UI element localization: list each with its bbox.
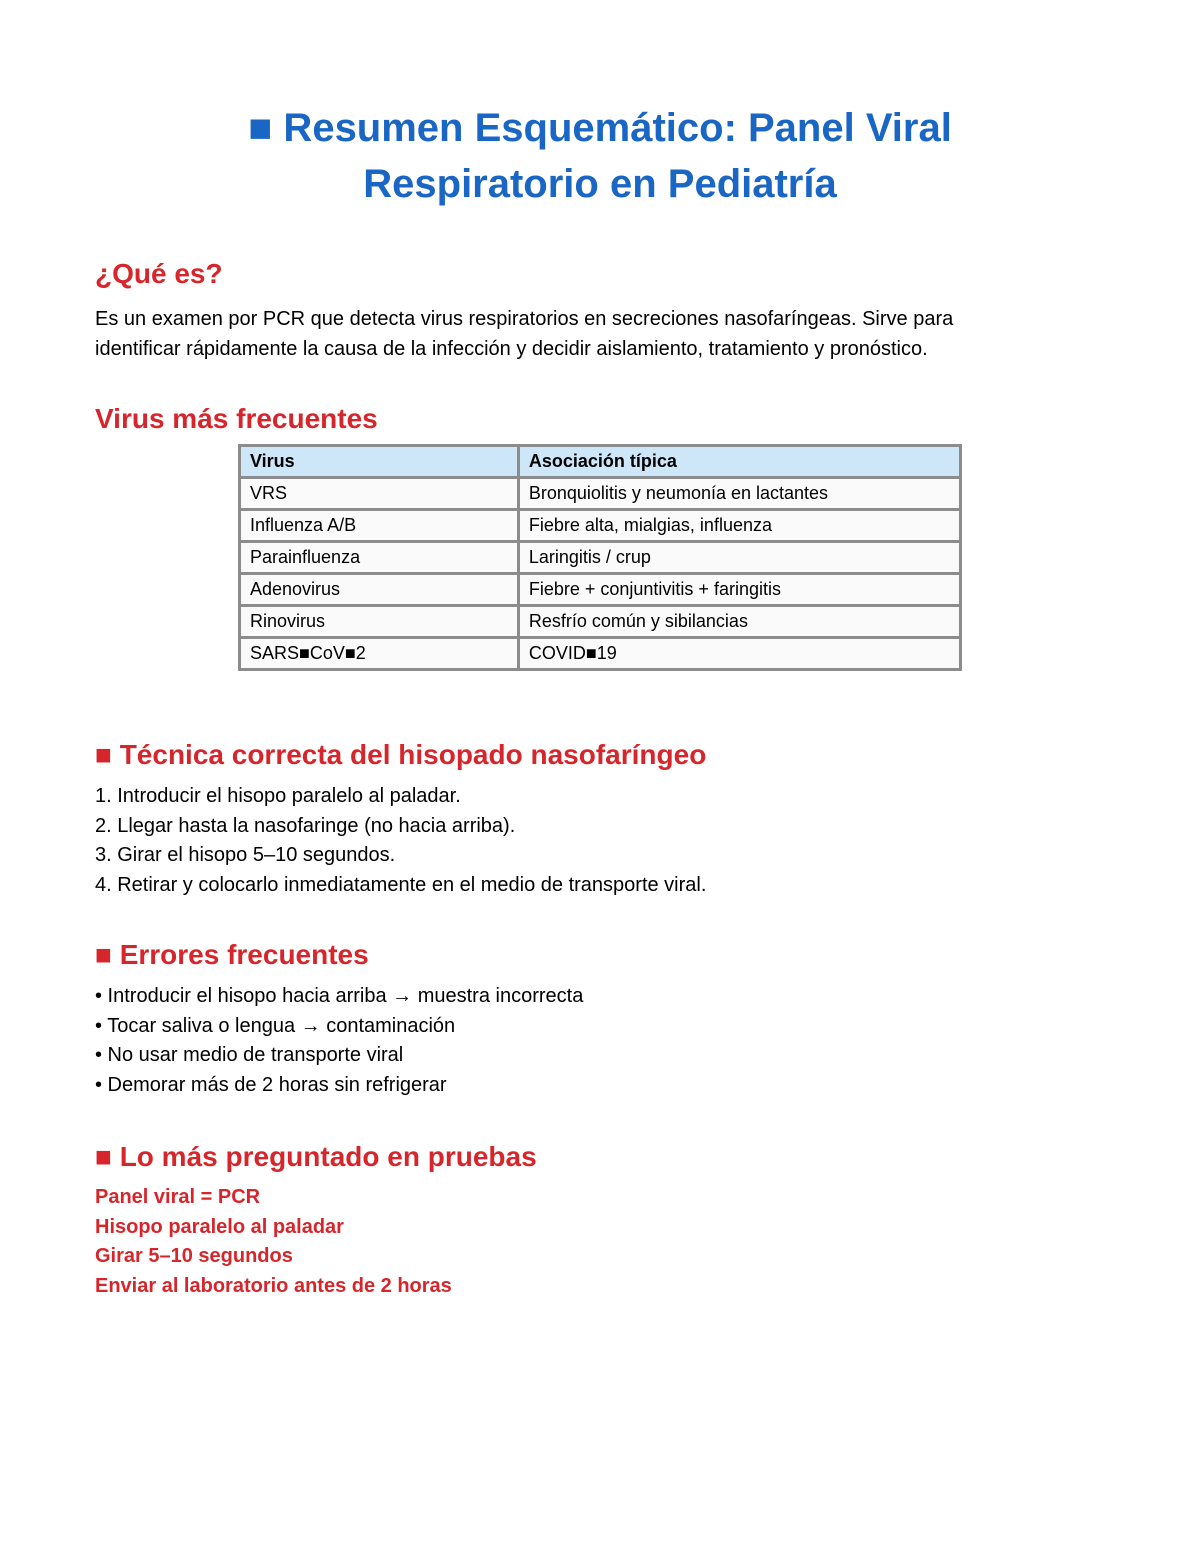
list-item: 4. Retirar y colocarlo inmediatamente en el medio de transporte viral. xyxy=(95,873,707,896)
table-cell-asociacion: Laringitis / crup xyxy=(518,542,960,574)
list-item: • No usar medio de transporte viral xyxy=(95,1044,404,1066)
list-item: Panel viral = PCR xyxy=(95,1186,261,1208)
table-row xyxy=(240,478,961,510)
document-title xyxy=(95,100,1105,212)
list-item: Enviar al laboratorio antes de 2 horas xyxy=(95,1274,452,1297)
table-cell-asociacion: COVID■19 xyxy=(518,638,960,670)
table-cell-asociacion: Fiebre + conjuntivitis + faringitis xyxy=(518,574,960,606)
table-cell-virus: Adenovirus xyxy=(240,574,519,606)
list-item: 2. Llegar hasta la nasofaringe (no hacia arriba). xyxy=(95,814,516,837)
errores-list xyxy=(95,982,583,1100)
list-item: • Demorar más de 2 horas sin refrigerar xyxy=(95,1073,447,1096)
title-line-2: Respiratorio en Pediatría xyxy=(363,162,837,206)
table-cell-virus: VRS xyxy=(240,478,519,510)
list-item: 1. Introducir el hisopo paralelo al paladar. xyxy=(95,785,461,807)
que-es-line-2: identificar rápidamente la causa de la infección y decidir aislamiento, tratamiento y pronóstico. xyxy=(95,338,928,360)
que-es-heading: ¿Qué es? xyxy=(95,258,223,289)
table-cell-virus: Rinovirus xyxy=(240,606,519,638)
table-header-row xyxy=(240,446,961,478)
table-row xyxy=(240,638,961,670)
errores-heading: ■ Errores frecuentes xyxy=(95,939,369,970)
list-item: Girar 5–10 segundos xyxy=(95,1245,293,1267)
table-cell-asociacion: Bronquiolitis y neumonía en lactantes xyxy=(518,478,960,510)
list-item: 3. Girar el hisopo 5–10 segundos. xyxy=(95,844,396,866)
virus-table xyxy=(238,444,962,671)
column-header-virus: Virus xyxy=(240,446,519,478)
table-row xyxy=(240,542,961,574)
tecnica-steps-list xyxy=(95,782,706,900)
list-item: • Tocar saliva o lengua → contaminación xyxy=(95,1014,456,1037)
table-cell-virus: Parainfluenza xyxy=(240,542,519,574)
preguntado-heading: ■ Lo más preguntado en pruebas xyxy=(95,1141,537,1172)
preguntado-list xyxy=(95,1183,452,1301)
virus-heading: Virus más frecuentes xyxy=(95,403,378,434)
title-line-1: ■ Resumen Esquemático: Panel Viral xyxy=(248,106,952,150)
list-item: • Introducir el hisopo hacia arriba → muestra incorrecta xyxy=(95,985,584,1007)
table-cell-asociacion: Resfrío común y sibilancias xyxy=(518,606,960,638)
column-header-asociacion: Asociación típica xyxy=(518,446,960,478)
tecnica-heading: ■ Técnica correcta del hisopado nasofaríngeo xyxy=(95,739,707,770)
que-es-line-1: Es un examen por PCR que detecta virus respiratorios en secreciones nasofaríngeas. Sirve para xyxy=(95,308,954,330)
table-cell-asociacion: Fiebre alta, mialgias, influenza xyxy=(518,510,960,542)
table-row xyxy=(240,510,961,542)
table-cell-virus: SARS■CoV■2 xyxy=(240,638,519,670)
que-es-paragraph xyxy=(95,304,1105,364)
table-cell-virus: Influenza A/B xyxy=(240,510,519,542)
list-item: Hisopo paralelo al paladar xyxy=(95,1215,344,1238)
table-row xyxy=(240,606,961,638)
table-row xyxy=(240,574,961,606)
